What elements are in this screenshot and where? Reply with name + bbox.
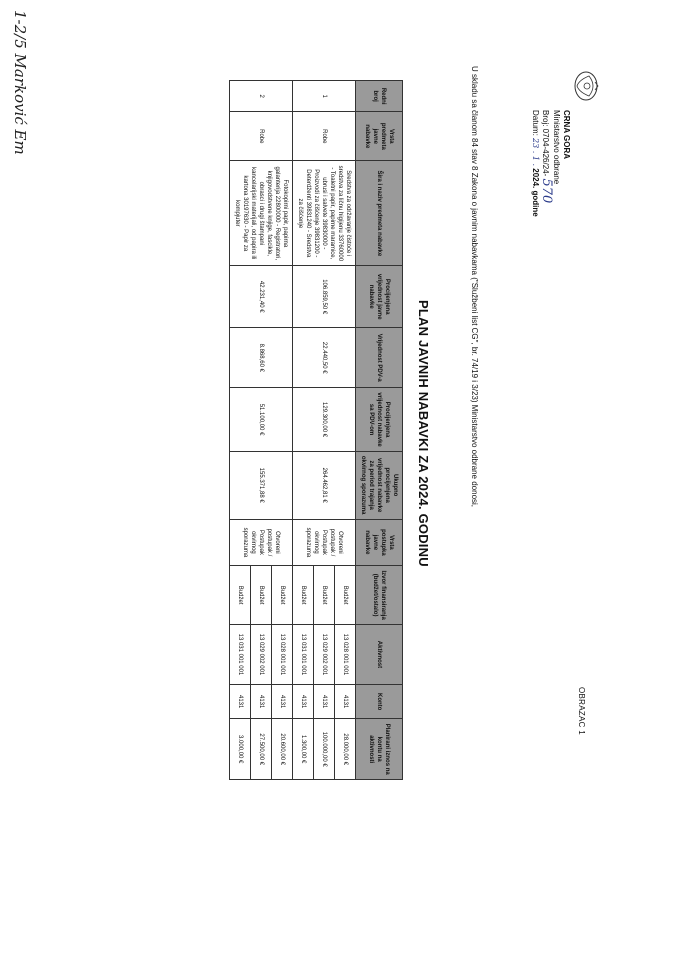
cell-amount: 3.000,00 € xyxy=(230,719,251,780)
cell-item: Fotokopirni papir, papirna galanterija 22800000 - Registratori, knjigovodstvene knjige, fascikle, obrasci i drugi štampani kancelarijski materijali, od papira ili kartona 30197630 - Papir za kompjuter xyxy=(230,161,293,266)
ministry-name: Ministarstvo odbrane xyxy=(552,110,561,185)
cell-amount: 28.000,00 € xyxy=(335,719,356,780)
cell-konto: 4131 xyxy=(272,684,293,719)
country-name: CRNA GORA xyxy=(562,110,571,160)
handwritten-note: 1-2/5 Marković Em xyxy=(11,10,29,155)
cell-source: Budžet xyxy=(314,566,335,625)
cell-value: 106.859,50 € xyxy=(293,266,356,328)
date-handwritten: 23 . 1 . xyxy=(531,138,540,167)
cell-konto: 4131 xyxy=(314,684,335,719)
table-row xyxy=(335,81,356,780)
date-suffix: 2024. godine xyxy=(531,168,540,217)
cell-konto: 4131 xyxy=(293,684,314,719)
montenegro-coat-of-arms-icon xyxy=(573,66,599,106)
cell-source: Budžet xyxy=(230,566,251,625)
cell-type: Robe xyxy=(230,112,293,161)
cell-no: 2 xyxy=(230,81,293,112)
header-cell-type: Vrsta predmeta javne nabavke xyxy=(356,112,403,161)
cell-source: Budžet xyxy=(251,566,272,625)
cell-value-vat: 51.100,00 € xyxy=(230,388,293,451)
cell-source: Budžet xyxy=(335,566,356,625)
cell-procedure: Otvoreni postupak / Postupak okvirnog sporazuma xyxy=(230,519,293,566)
cell-amount: 27.500,00 € xyxy=(251,719,272,780)
cell-value-vat: 129.300,00 € xyxy=(293,388,356,451)
header-cell-source: Izvor finansiranja (budžet/ostalo) xyxy=(356,566,403,625)
cell-activity: 13 029 002 001 xyxy=(314,625,335,685)
table-header-row xyxy=(356,81,403,780)
header-cell-value: Procijenjena vrijednost javne nabavke xyxy=(356,266,403,328)
cell-no: 1 xyxy=(293,81,356,112)
header-cell-procedure: Vrsta postupka javne nabavke xyxy=(356,519,403,566)
document-number-label: Broj: 0704-426/24- xyxy=(541,110,550,177)
header-cell-activity: Aktivnost xyxy=(356,625,403,685)
cell-source: Budžet xyxy=(293,566,314,625)
header-cell-amount: Planirani iznos na kontu na aktivnosti xyxy=(356,719,403,780)
table-row xyxy=(272,81,293,780)
header-cell-vat: Vrijednost PDV-a xyxy=(356,328,403,388)
cell-item: Sredstva za održavanje čistoće i sredstva za ličnu higijenu 33760000 - Toaletni papir, papirne maramice, ubrusi i salvete 39830000 - Proizvodi za čišćenje 39831200 - Deterdženti 39831240 - Sredstva za čišćenje xyxy=(293,161,356,266)
cell-procedure: Otvoreni postupak / Postupak okvirnog sporazuma xyxy=(293,519,356,566)
cell-konto: 4131 xyxy=(230,684,251,719)
cell-konto: 4131 xyxy=(335,684,356,719)
cell-activity: 13 031 001 001 xyxy=(230,625,251,685)
cell-source: Budžet xyxy=(272,566,293,625)
page-title: PLAN JAVNIH NABAVKI ZA 2024. GODINU xyxy=(416,300,431,567)
header-cell-value-vat: Procijenjena vrijednost nabavke sa PDV-om xyxy=(356,388,403,451)
cell-amount: 1.300,00 € xyxy=(293,719,314,780)
cell-value: 42.231,40 € xyxy=(230,266,293,328)
cell-amount: 20.600,00 € xyxy=(272,719,293,780)
document-header xyxy=(530,66,571,217)
cell-total: 264.462,81 € xyxy=(293,451,356,519)
header-cell-konto: Konto xyxy=(356,684,403,719)
cell-vat: 22.440,50 € xyxy=(293,328,356,388)
cell-activity: 13 029 002 001 xyxy=(251,625,272,685)
cell-total: 155.371,88 € xyxy=(230,451,293,519)
cell-amount: 100.000,00 € xyxy=(314,719,335,780)
document-number-handwritten: 570 xyxy=(539,178,554,204)
procurement-plan-table xyxy=(229,80,403,780)
header-cell-total: Ukupno procijenjena vrijednost nabavke za period trajanja okvirnog sporazuma xyxy=(356,451,403,519)
cell-activity: 13 031 001 001 xyxy=(293,625,314,685)
cell-vat: 8.868,60 € xyxy=(230,328,293,388)
cell-konto: 4131 xyxy=(251,684,272,719)
header-cell-item: Šira i naziv predmeta nabavke xyxy=(356,161,403,266)
date-label: Datum: xyxy=(531,110,540,136)
intro-text: U skladu sa članom 84 stav 8 Zakona o javnim nabavkama ("Službeni list CG", br. 74/19 i 3/23) Ministarstvo odbrane donosi, xyxy=(470,66,479,508)
cell-type: Robe xyxy=(293,112,356,161)
header-cell-no: Redni broj xyxy=(356,81,403,112)
cell-activity: 13 028 001 001 xyxy=(335,625,356,685)
form-label: OBRAZAC 1 xyxy=(577,686,586,735)
cell-activity: 13 028 001 001 xyxy=(272,625,293,685)
